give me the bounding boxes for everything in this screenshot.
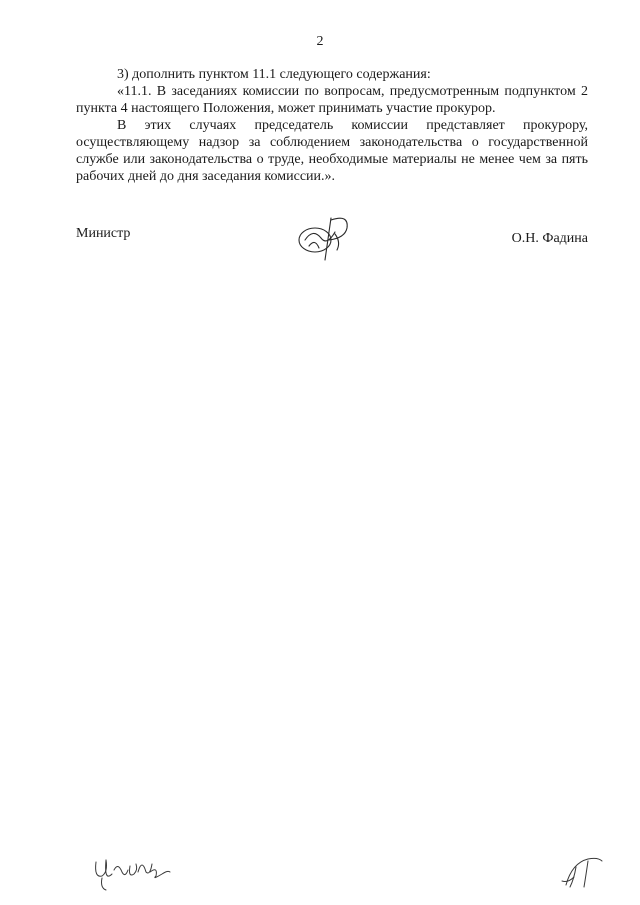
paragraph-clause-11-1: «11.1. В заседаниях комиссии по вопросам, предусмотренным подпунктом 2 пункта 4 настоящего Положения, может принимать участие прокурор.	[76, 84, 588, 116]
signature-block	[76, 222, 588, 262]
signatory-name: О.Н. Фадина	[511, 231, 588, 246]
signatory-title: Министр	[76, 226, 131, 241]
document-body	[76, 66, 588, 185]
page-number: 2	[316, 34, 324, 49]
paragraph-amendment-intro: 3) дополнить пунктом 11.1 следующего содержания:	[117, 67, 431, 82]
paragraph-prosecutor-materials: В этих случаях председатель комиссии представляет прокурору, осуществляющему надзор за соблюдением законодательства о государственной службе или законодательства о труде, необходимые материалы не менее чем за пять рабочих дней до дня заседания комиссии.».	[76, 118, 588, 184]
executor-handwritten-note	[92, 852, 174, 892]
initials-handwritten-mark	[558, 853, 606, 893]
handwritten-signature	[291, 210, 361, 266]
